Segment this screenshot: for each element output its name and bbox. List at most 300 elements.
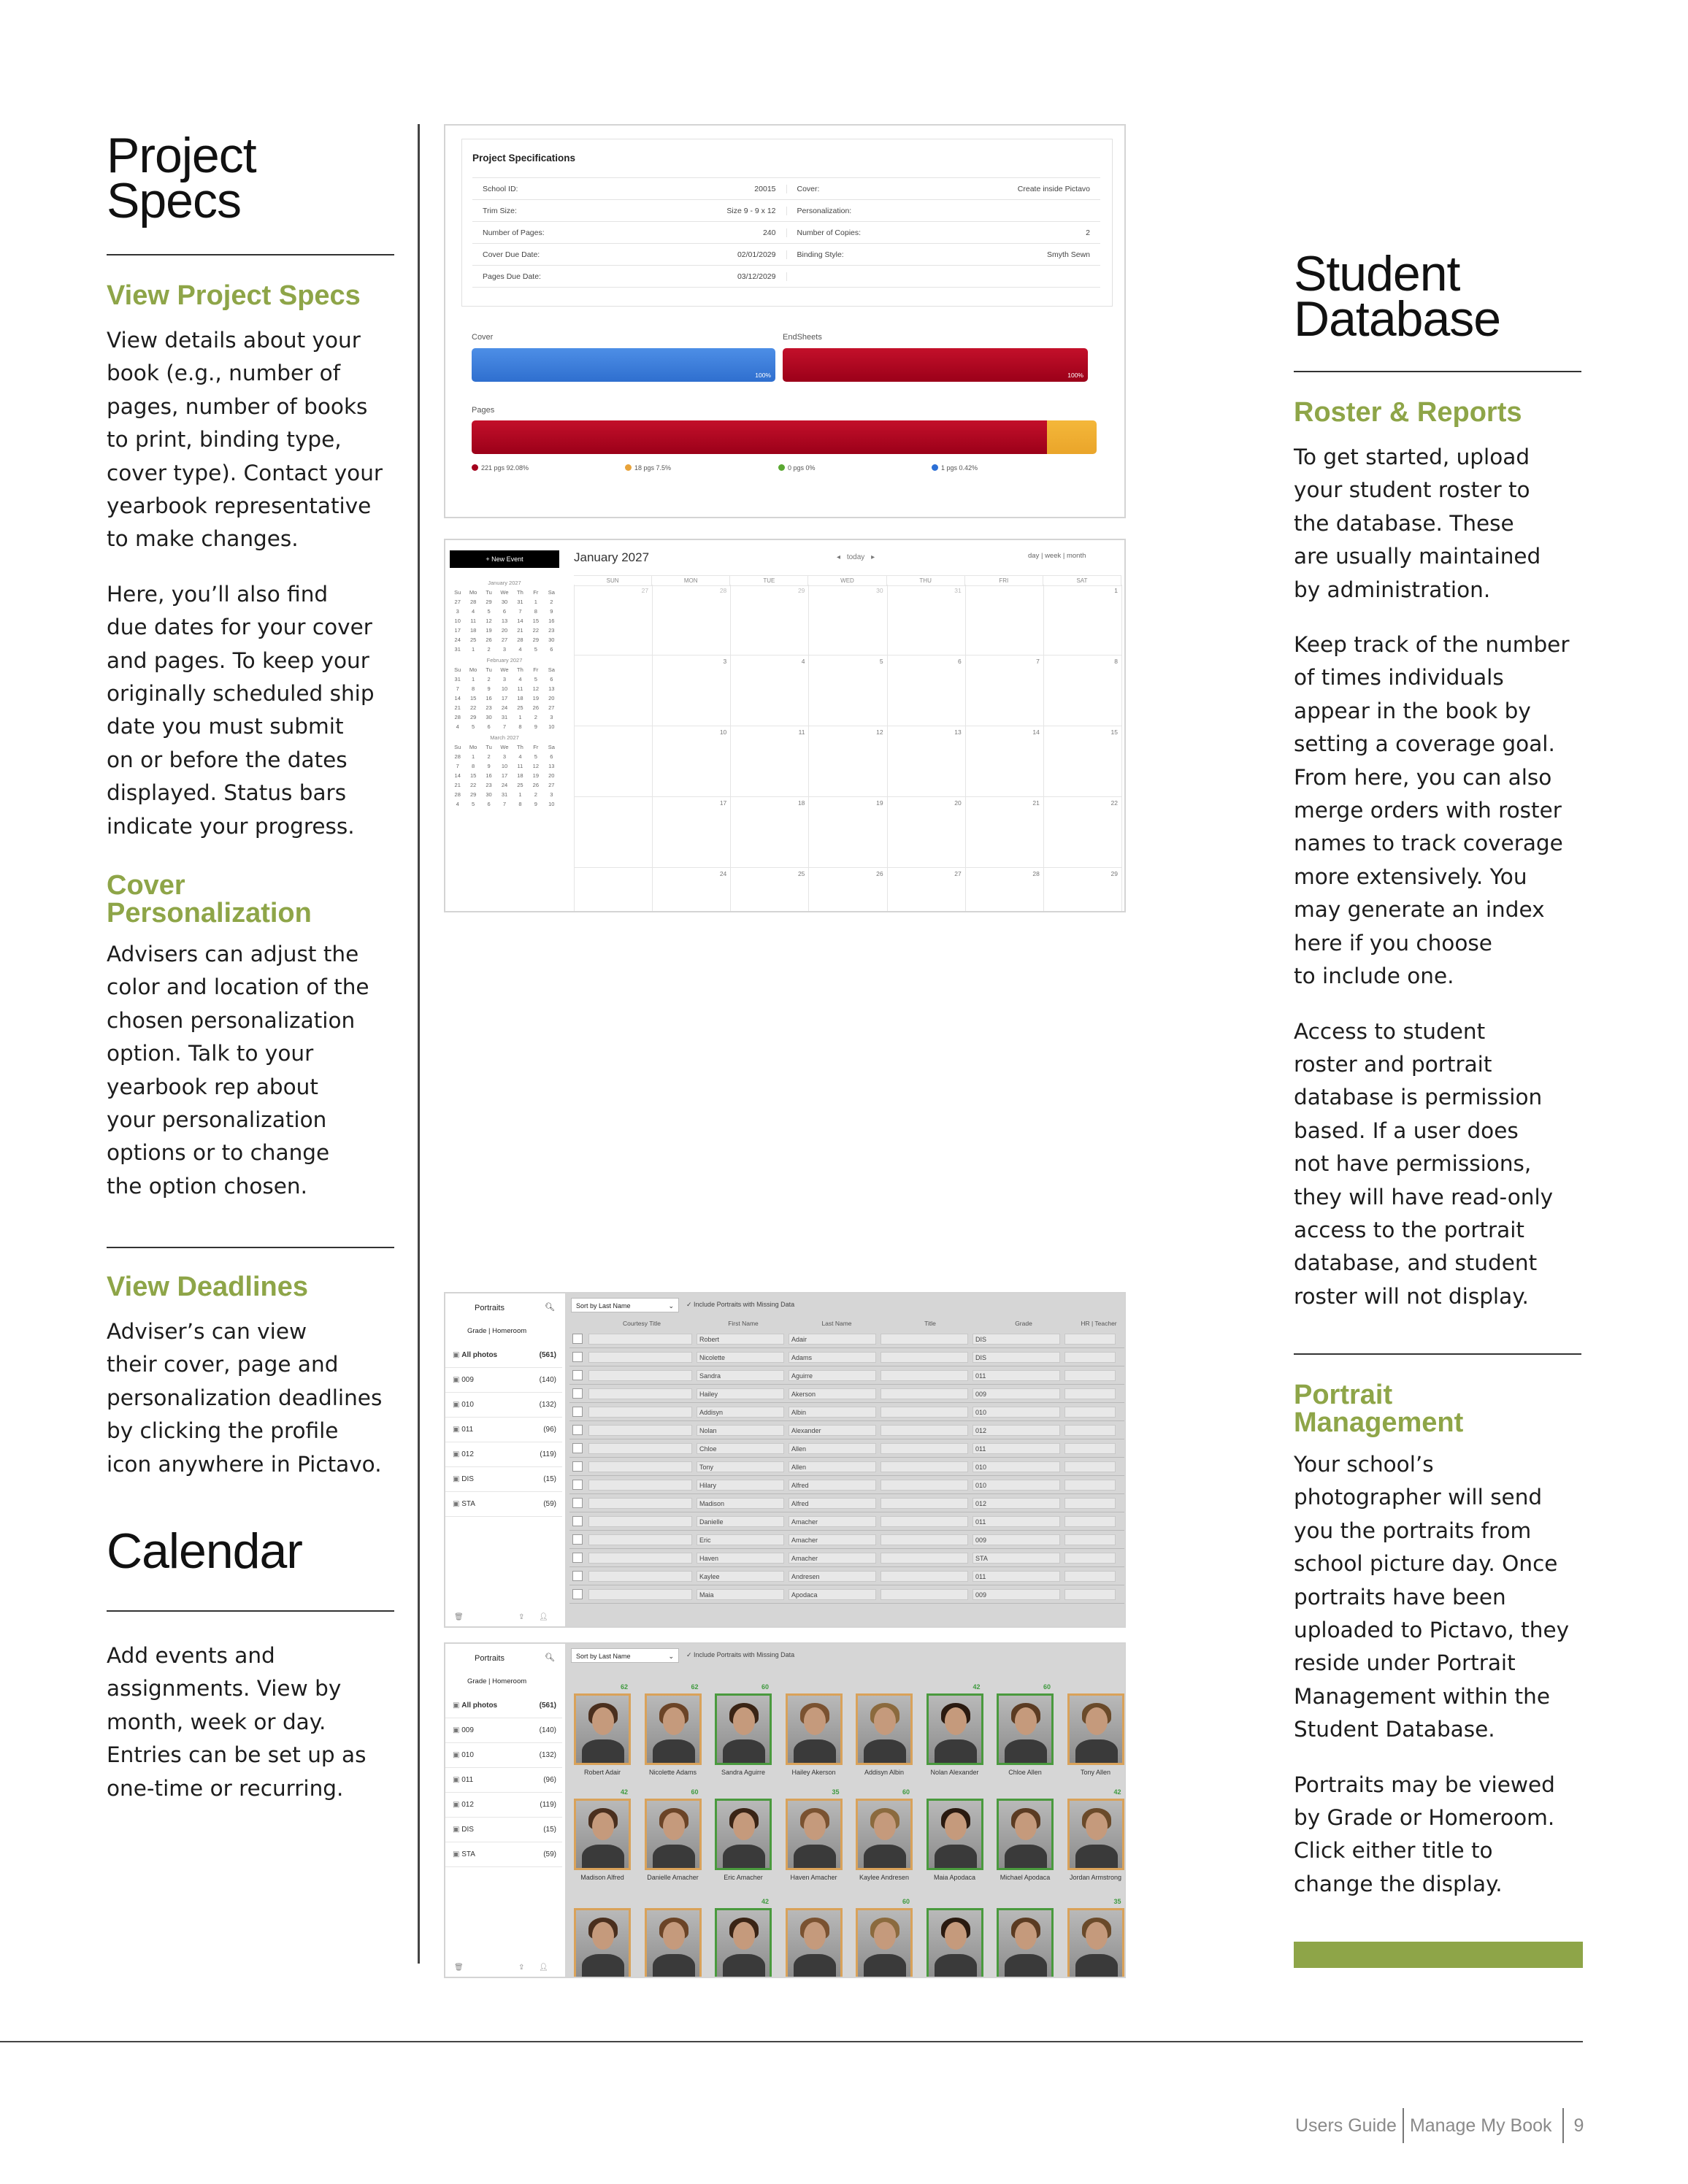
mini-day[interactable]: 1	[472, 676, 475, 682]
mini-day[interactable]: 27	[454, 599, 461, 605]
mini-day[interactable]: 9	[550, 608, 553, 615]
row-checkbox[interactable]	[572, 1443, 583, 1453]
row-checkbox[interactable]	[572, 1571, 583, 1581]
calendar-day-cell[interactable]: 18	[731, 797, 809, 868]
row-field[interactable]	[588, 1407, 692, 1418]
row-field[interactable]: Adams	[789, 1352, 876, 1363]
roster-group-item[interactable]	[445, 1693, 562, 1718]
mini-day[interactable]: 13	[548, 763, 555, 769]
upload-icon[interactable]: ⇪	[518, 1964, 525, 1972]
mini-day[interactable]: 6	[550, 646, 553, 653]
mini-day[interactable]: 5	[534, 646, 537, 653]
student-portrait[interactable]	[1067, 1799, 1124, 1870]
roster-group-item[interactable]	[445, 1418, 562, 1442]
mini-day[interactable]: 13	[501, 618, 508, 624]
mini-day[interactable]: 2	[487, 753, 491, 760]
row-field[interactable]: Sandra	[697, 1370, 784, 1381]
mini-day[interactable]: 10	[501, 763, 508, 769]
row-field[interactable]: Nicolette	[697, 1352, 784, 1363]
row-field[interactable]	[881, 1443, 968, 1454]
student-portrait[interactable]	[574, 1799, 631, 1870]
calendar-day-cell[interactable]: 26	[809, 868, 887, 912]
calendar-day-cell[interactable]: 1	[1044, 585, 1122, 655]
row-field[interactable]	[881, 1553, 968, 1564]
row-field[interactable]	[1064, 1388, 1116, 1399]
mini-day[interactable]: 27	[501, 637, 508, 643]
row-field[interactable]: Alfred	[789, 1480, 876, 1491]
mini-day[interactable]: 18	[469, 627, 477, 634]
row-field[interactable]	[1064, 1516, 1116, 1527]
mini-day[interactable]: 24	[454, 637, 461, 643]
row-field[interactable]	[1064, 1461, 1116, 1472]
mini-day[interactable]: 27	[548, 782, 555, 788]
student-portrait[interactable]	[786, 1799, 843, 1870]
row-field[interactable]: 011	[972, 1370, 1060, 1381]
row-field[interactable]: Hailey	[697, 1388, 784, 1399]
mini-day[interactable]: 31	[501, 714, 508, 720]
mini-day[interactable]: 1	[534, 599, 537, 605]
student-portrait[interactable]	[786, 1693, 843, 1765]
trash-icon[interactable]: 🗑︎	[454, 1964, 464, 1972]
table-row[interactable]	[569, 1567, 1126, 1585]
mini-day[interactable]: 3	[502, 753, 507, 760]
row-field[interactable]	[588, 1352, 692, 1363]
search-icon[interactable]: 🔍︎	[545, 1303, 555, 1312]
calendar-day-cell[interactable]: 15	[1044, 726, 1122, 797]
mini-day[interactable]: 25	[469, 637, 477, 643]
column-header[interactable]: Grade	[1015, 1320, 1032, 1327]
row-field[interactable]: Haven	[697, 1553, 784, 1564]
row-field[interactable]: 010	[972, 1407, 1060, 1418]
mini-day[interactable]: 20	[548, 695, 555, 701]
mini-day[interactable]: 25	[517, 782, 523, 788]
mini-day[interactable]: 14	[454, 695, 461, 701]
calendar-day-cell[interactable]: 31	[888, 585, 966, 655]
row-field[interactable]	[588, 1589, 692, 1600]
row-field[interactable]	[1064, 1553, 1116, 1564]
roster-group-item[interactable]	[445, 1793, 562, 1818]
row-field[interactable]: 011	[972, 1516, 1060, 1527]
mini-day[interactable]: 3	[502, 676, 507, 682]
row-field[interactable]: 010	[972, 1480, 1060, 1491]
row-field[interactable]	[1064, 1480, 1116, 1491]
mini-day[interactable]: 13	[548, 685, 555, 692]
mini-day[interactable]: 4	[518, 646, 522, 653]
row-field[interactable]	[881, 1407, 968, 1418]
row-field[interactable]	[881, 1498, 968, 1509]
mini-day[interactable]: 9	[487, 763, 491, 769]
mini-day[interactable]: 2	[550, 599, 553, 605]
row-checkbox[interactable]	[572, 1461, 583, 1472]
roster-group-item[interactable]	[445, 1343, 562, 1368]
mini-day[interactable]: 19	[486, 627, 492, 634]
row-field[interactable]	[881, 1334, 968, 1345]
mini-day[interactable]: 3	[550, 714, 553, 720]
mini-day[interactable]: 4	[456, 723, 459, 730]
row-field[interactable]	[1064, 1443, 1116, 1454]
table-row[interactable]	[569, 1531, 1126, 1549]
row-field[interactable]: Nolan	[697, 1425, 784, 1436]
student-portrait[interactable]	[715, 1908, 772, 1978]
mini-day[interactable]: 21	[454, 782, 461, 788]
student-portrait[interactable]	[856, 1908, 913, 1978]
row-field[interactable]	[588, 1516, 692, 1527]
table-row[interactable]	[569, 1585, 1126, 1604]
student-portrait[interactable]	[1067, 1908, 1124, 1978]
table-row[interactable]	[569, 1439, 1126, 1458]
calendar-day-cell[interactable]: 7	[966, 655, 1044, 726]
row-field[interactable]: Robert	[697, 1334, 784, 1345]
mini-day[interactable]: 12	[486, 618, 492, 624]
row-field[interactable]: Allen	[789, 1443, 876, 1454]
mini-day[interactable]: 31	[517, 599, 523, 605]
row-field[interactable]	[881, 1370, 968, 1381]
row-field[interactable]	[881, 1589, 968, 1600]
table-row[interactable]	[569, 1494, 1126, 1512]
row-field[interactable]: Kaylee	[697, 1571, 784, 1582]
mini-day[interactable]: 16	[486, 695, 492, 701]
trash-icon[interactable]: 🗑︎	[454, 1613, 464, 1621]
mini-day[interactable]: 7	[502, 723, 507, 730]
row-field[interactable]	[881, 1480, 968, 1491]
mini-day[interactable]: 8	[534, 608, 537, 615]
roster-group-item[interactable]	[445, 1842, 562, 1867]
row-field[interactable]: Adair	[789, 1334, 876, 1345]
roster-group-item[interactable]	[445, 1442, 562, 1467]
mini-day[interactable]: 29	[486, 599, 492, 605]
table-row[interactable]	[569, 1512, 1126, 1531]
row-field[interactable]: DIS	[972, 1334, 1060, 1345]
calendar-day-cell[interactable]	[966, 585, 1044, 655]
mini-day[interactable]: 2	[487, 646, 491, 653]
mini-day[interactable]: 22	[469, 782, 477, 788]
mini-day[interactable]: 29	[469, 714, 477, 720]
row-checkbox[interactable]	[572, 1534, 583, 1545]
column-header[interactable]: Courtesy Title	[623, 1320, 661, 1327]
student-portrait[interactable]	[997, 1799, 1054, 1870]
mini-day[interactable]: 11	[470, 618, 477, 624]
calendar-day-cell[interactable]: 20	[888, 797, 966, 868]
mini-day[interactable]: 29	[532, 637, 540, 643]
mini-day[interactable]: 26	[532, 704, 540, 711]
row-checkbox[interactable]	[572, 1370, 583, 1380]
student-portrait[interactable]	[715, 1693, 772, 1765]
row-field[interactable]: Alfred	[789, 1498, 876, 1509]
column-header[interactable]: First Name	[728, 1320, 759, 1327]
row-checkbox[interactable]	[572, 1516, 583, 1526]
calendar-day-cell[interactable]: 27	[888, 868, 966, 912]
row-field[interactable]: Alexander	[789, 1425, 876, 1436]
row-field[interactable]	[1064, 1370, 1116, 1381]
row-field[interactable]	[588, 1334, 692, 1345]
mini-day[interactable]: 8	[472, 763, 475, 769]
calendar-day-cell[interactable]: 22	[1044, 797, 1122, 868]
mini-day[interactable]: 10	[548, 723, 555, 730]
row-field[interactable]	[1064, 1425, 1116, 1436]
row-field[interactable]	[881, 1352, 968, 1363]
mini-day[interactable]: 1	[518, 714, 522, 720]
mini-day[interactable]: 6	[550, 753, 553, 760]
mini-day[interactable]: 15	[469, 772, 477, 779]
mini-day[interactable]: 23	[486, 782, 492, 788]
mini-day[interactable]: 5	[487, 608, 491, 615]
mini-day[interactable]: 27	[548, 704, 555, 711]
mini-day[interactable]: 7	[518, 608, 522, 615]
table-row[interactable]	[569, 1421, 1126, 1439]
roster-group-item[interactable]	[445, 1718, 562, 1743]
row-field[interactable]	[588, 1370, 692, 1381]
table-row[interactable]	[569, 1476, 1126, 1494]
student-portrait[interactable]	[786, 1908, 843, 1978]
row-field[interactable]: DIS	[972, 1352, 1060, 1363]
row-field[interactable]	[588, 1498, 692, 1509]
mini-day[interactable]: 24	[501, 782, 508, 788]
next-arrow-icon[interactable]: ▸	[871, 553, 875, 561]
mini-day[interactable]: 1	[472, 753, 475, 760]
include-missing-checkbox[interactable]: ✓ Include Portraits with Missing Data	[686, 1301, 795, 1308]
today-button[interactable]: today	[846, 553, 865, 561]
sort-select[interactable]: Sort by Last Name ⌄	[571, 1298, 679, 1312]
mini-day[interactable]: 28	[454, 791, 461, 798]
row-field[interactable]	[588, 1443, 692, 1454]
mini-day[interactable]: 29	[469, 791, 477, 798]
mini-day[interactable]: 22	[532, 627, 540, 634]
view-switcher[interactable]: day | week | month	[1028, 552, 1086, 560]
row-checkbox[interactable]	[572, 1553, 583, 1563]
mini-day[interactable]: 7	[502, 801, 507, 807]
calendar-day-cell[interactable]: 21	[966, 797, 1044, 868]
row-field[interactable]: Chloe	[697, 1443, 784, 1454]
row-checkbox[interactable]	[572, 1388, 583, 1399]
mini-day[interactable]: 31	[454, 646, 461, 653]
mini-day[interactable]: 30	[548, 637, 555, 643]
row-field[interactable]	[881, 1388, 968, 1399]
calendar-day-cell[interactable]: 28	[653, 585, 731, 655]
row-field[interactable]: 011	[972, 1571, 1060, 1582]
student-portrait[interactable]	[927, 1693, 983, 1765]
mini-day[interactable]: 19	[532, 772, 540, 779]
roster-group-item[interactable]	[445, 1467, 562, 1492]
mini-day[interactable]: 23	[486, 704, 492, 711]
student-portrait[interactable]	[856, 1799, 913, 1870]
student-portrait[interactable]	[927, 1799, 983, 1870]
row-field[interactable]: Amacher	[789, 1534, 876, 1545]
row-field[interactable]: Aguirre	[789, 1370, 876, 1381]
row-field[interactable]: Maia	[697, 1589, 784, 1600]
row-field[interactable]	[588, 1571, 692, 1582]
row-field[interactable]	[881, 1571, 968, 1582]
mini-day[interactable]: 23	[548, 627, 555, 634]
calendar-day-cell[interactable]: 29	[1044, 868, 1122, 912]
row-field[interactable]: Amacher	[789, 1553, 876, 1564]
row-field[interactable]: 009	[972, 1534, 1060, 1545]
calendar-day-cell[interactable]: 14	[966, 726, 1044, 797]
row-field[interactable]: Andresen	[789, 1571, 876, 1582]
row-field[interactable]: Apodaca	[789, 1589, 876, 1600]
mini-day[interactable]: 16	[548, 618, 555, 624]
mini-day[interactable]: 3	[550, 791, 553, 798]
mini-day[interactable]: 6	[550, 676, 553, 682]
row-field[interactable]	[1064, 1407, 1116, 1418]
calendar-day-cell[interactable]	[575, 868, 653, 912]
student-portrait[interactable]	[1067, 1693, 1124, 1765]
mini-day[interactable]: 2	[534, 714, 537, 720]
mini-day[interactable]: 28	[517, 637, 523, 643]
row-field[interactable]: Tony	[697, 1461, 784, 1472]
mini-day[interactable]: 6	[502, 608, 507, 615]
mini-day[interactable]: 8	[518, 801, 522, 807]
mini-day[interactable]: 4	[518, 753, 522, 760]
column-header[interactable]: Last Name	[821, 1320, 852, 1327]
calendar-day-cell[interactable]: 19	[809, 797, 887, 868]
calendar-day-cell[interactable]: 27	[575, 585, 653, 655]
row-field[interactable]	[881, 1425, 968, 1436]
student-portrait[interactable]	[645, 1799, 702, 1870]
mini-day[interactable]: 17	[454, 627, 461, 634]
row-checkbox[interactable]	[572, 1407, 583, 1417]
row-field[interactable]	[588, 1534, 692, 1545]
row-field[interactable]: Albin	[789, 1407, 876, 1418]
search-icon[interactable]: 🔍︎	[545, 1653, 555, 1662]
row-field[interactable]: 012	[972, 1425, 1060, 1436]
mini-day[interactable]: 17	[501, 772, 508, 779]
prev-arrow-icon[interactable]: ◂	[837, 553, 841, 561]
user-icon[interactable]: 👤︎	[539, 1613, 548, 1621]
mini-day[interactable]: 1	[472, 646, 475, 653]
mini-day[interactable]: 8	[518, 723, 522, 730]
mini-day[interactable]: 9	[534, 801, 537, 807]
mini-day[interactable]: 11	[517, 685, 523, 692]
row-field[interactable]: Allen	[789, 1461, 876, 1472]
mini-day[interactable]: 6	[487, 723, 491, 730]
sort-select[interactable]: Sort by Last Name ⌄	[571, 1648, 679, 1663]
row-field[interactable]	[1064, 1589, 1116, 1600]
mini-day[interactable]: 4	[472, 608, 475, 615]
row-field[interactable]: Hilary	[697, 1480, 784, 1491]
mini-day[interactable]: 10	[454, 618, 461, 624]
mini-day[interactable]: 26	[532, 782, 540, 788]
mini-day[interactable]: 20	[548, 772, 555, 779]
student-portrait[interactable]	[927, 1908, 983, 1978]
mini-day[interactable]: 22	[469, 704, 477, 711]
row-field[interactable]: Addisyn	[697, 1407, 784, 1418]
table-row[interactable]	[569, 1330, 1126, 1348]
table-row[interactable]	[569, 1549, 1126, 1567]
row-field[interactable]	[1064, 1498, 1116, 1509]
calendar-day-cell[interactable]: 4	[731, 655, 809, 726]
mini-day[interactable]: 18	[517, 695, 523, 701]
table-row[interactable]	[569, 1348, 1126, 1366]
roster-group-item[interactable]	[445, 1743, 562, 1768]
row-field[interactable]: 012	[972, 1498, 1060, 1509]
mini-day[interactable]: 31	[501, 791, 508, 798]
row-field[interactable]	[588, 1461, 692, 1472]
row-field[interactable]: Danielle	[697, 1516, 784, 1527]
mini-day[interactable]: 7	[456, 763, 459, 769]
mini-day[interactable]: 14	[517, 618, 523, 624]
mini-day[interactable]: 4	[456, 801, 459, 807]
mini-day[interactable]: 28	[454, 714, 461, 720]
student-portrait[interactable]	[997, 1693, 1054, 1765]
mini-day[interactable]: 17	[501, 695, 508, 701]
include-missing-checkbox[interactable]: ✓ Include Portraits with Missing Data	[686, 1651, 795, 1658]
calendar-day-cell[interactable]: 11	[731, 726, 809, 797]
row-field[interactable]	[1064, 1334, 1116, 1345]
calendar-day-cell[interactable]: 12	[809, 726, 887, 797]
row-field[interactable]: Amacher	[789, 1516, 876, 1527]
roster-group-item[interactable]	[445, 1818, 562, 1842]
table-row[interactable]	[569, 1458, 1126, 1476]
row-field[interactable]: Madison	[697, 1498, 784, 1509]
mini-day[interactable]: 11	[517, 763, 523, 769]
upload-icon[interactable]: ⇪	[518, 1613, 525, 1621]
student-portrait[interactable]	[715, 1799, 772, 1870]
mini-day[interactable]: 14	[454, 772, 461, 779]
mini-day[interactable]: 28	[454, 753, 461, 760]
grade-homeroom-toggle[interactable]: Grade | Homeroom	[467, 1677, 527, 1685]
row-field[interactable]	[881, 1534, 968, 1545]
mini-day[interactable]: 2	[534, 791, 537, 798]
calendar-day-cell[interactable]: 17	[653, 797, 731, 868]
calendar-day-cell[interactable]: 10	[653, 726, 731, 797]
row-field[interactable]	[588, 1480, 692, 1491]
student-portrait[interactable]	[856, 1693, 913, 1765]
row-checkbox[interactable]	[572, 1480, 583, 1490]
mini-day[interactable]: 3	[502, 646, 507, 653]
student-portrait[interactable]	[574, 1693, 631, 1765]
mini-day[interactable]: 5	[534, 676, 537, 682]
mini-day[interactable]: 15	[469, 695, 477, 701]
calendar-day-cell[interactable]	[575, 726, 653, 797]
calendar-day-cell[interactable]: 25	[731, 868, 809, 912]
mini-day[interactable]: 6	[487, 801, 491, 807]
mini-day[interactable]: 21	[454, 704, 461, 711]
calendar-day-cell[interactable]: 30	[809, 585, 887, 655]
mini-day[interactable]: 28	[469, 599, 477, 605]
mini-day[interactable]: 1	[518, 791, 522, 798]
student-portrait[interactable]	[645, 1693, 702, 1765]
mini-day[interactable]: 24	[501, 704, 508, 711]
calendar-day-cell[interactable]: 13	[888, 726, 966, 797]
mini-day[interactable]: 12	[532, 763, 540, 769]
mini-day[interactable]: 10	[548, 801, 555, 807]
row-field[interactable]: 011	[972, 1443, 1060, 1454]
column-header[interactable]: Title	[924, 1320, 936, 1327]
mini-day[interactable]: 31	[454, 676, 461, 682]
mini-day[interactable]: 26	[486, 637, 492, 643]
calendar-day-cell[interactable]	[575, 797, 653, 868]
row-field[interactable]: 009	[972, 1388, 1060, 1399]
mini-day[interactable]: 5	[472, 723, 475, 730]
mini-day[interactable]: 12	[532, 685, 540, 692]
row-field[interactable]	[881, 1516, 968, 1527]
roster-group-item[interactable]	[445, 1768, 562, 1793]
calendar-day-cell[interactable]: 24	[653, 868, 731, 912]
mini-day[interactable]: 20	[501, 627, 508, 634]
row-checkbox[interactable]	[572, 1498, 583, 1508]
mini-day[interactable]: 19	[532, 695, 540, 701]
mini-day[interactable]: 2	[487, 676, 491, 682]
calendar-day-cell[interactable]: 8	[1044, 655, 1122, 726]
mini-day[interactable]: 30	[501, 599, 508, 605]
row-field[interactable]: 010	[972, 1461, 1060, 1472]
roster-group-item[interactable]	[445, 1393, 562, 1418]
student-portrait[interactable]	[997, 1908, 1054, 1978]
mini-day[interactable]: 15	[532, 618, 540, 624]
mini-day[interactable]: 30	[486, 714, 492, 720]
mini-day[interactable]: 3	[456, 608, 459, 615]
calendar-day-cell[interactable]: 3	[653, 655, 731, 726]
